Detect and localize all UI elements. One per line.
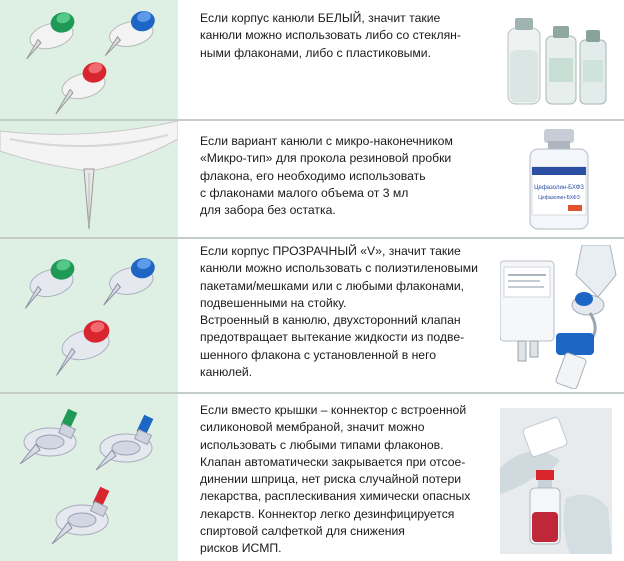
text-line: ными флаконами, либо с пластиковыми. bbox=[200, 45, 431, 60]
text-line: динении шприца, нет риска случайной потери bbox=[200, 472, 462, 487]
text-line: Если корпус ПРОЗРАЧНЫЙ «V», значит такие bbox=[200, 244, 461, 258]
infusion-bag-photo bbox=[500, 245, 620, 389]
text-line: Клапан автоматически закрывается при отсое- bbox=[200, 454, 466, 469]
text-line: с флаконами малого объема от 3 мл bbox=[200, 185, 409, 200]
section-white-body bbox=[0, 0, 624, 119]
gloved-hand-vial-photo bbox=[500, 408, 612, 554]
text-line: подвешенными на стойку. bbox=[200, 295, 347, 310]
transparent-v-cannulas-icon bbox=[0, 239, 178, 392]
text-line: использовать с любыми типами флаконов. bbox=[200, 437, 444, 452]
text-line: спиртовой салфеткой для снижения bbox=[200, 524, 405, 539]
section-text bbox=[200, 133, 496, 219]
infusion-bottles-photo bbox=[500, 14, 610, 109]
small-vial-photo bbox=[522, 129, 596, 231]
text-line: силиконовой мембраной, значит можно bbox=[200, 420, 425, 435]
text-line: флакона, его необходимо использовать bbox=[200, 168, 426, 183]
text-line: Если корпус канюли БЕЛЫЙ, значит такие bbox=[200, 11, 441, 25]
vial-label-line: Цефазолин-БХФЗ bbox=[538, 195, 580, 201]
text-line: канюли можно использовать либо со стеклян- bbox=[200, 28, 461, 43]
section-text bbox=[200, 402, 496, 558]
section-micro-tip bbox=[0, 121, 624, 237]
text-line: для забора без остатка. bbox=[200, 203, 336, 218]
text-line: Если вариант канюли с микро-наконечником bbox=[200, 134, 453, 148]
text-line: лекарства, расплескивания химически опасных bbox=[200, 489, 471, 504]
text-line: канюлей. bbox=[200, 365, 253, 380]
text-line: «Микро-тип» для прокола резиновой пробки bbox=[200, 151, 452, 166]
section-text bbox=[200, 10, 496, 62]
text-line: лекарств. Коннектор легко дезинфицируется bbox=[200, 506, 455, 521]
text-line: Если вместо крышки – коннектор с встроенной bbox=[200, 403, 467, 417]
text-line: предотвращает вытекание жидкости из подве- bbox=[200, 330, 465, 345]
vial-label-line: Цефазолин-БХФЗ bbox=[534, 185, 584, 191]
section-text bbox=[200, 243, 496, 381]
section-connector bbox=[0, 394, 624, 561]
text-line: шенного флакона с установленной в него bbox=[200, 347, 437, 362]
section-transparent-body bbox=[0, 239, 624, 392]
text-line: Встроенный в канюлю, двухсторонний клапан bbox=[200, 313, 461, 328]
text-line: пакетами/мешками или с любыми флаконами, bbox=[200, 278, 465, 293]
text-line: рисков ИСМП. bbox=[200, 541, 282, 556]
micro-tip-spike-icon bbox=[0, 121, 178, 237]
text-line: канюли можно использовать с полиэтиленовыми bbox=[200, 261, 478, 276]
white-spike-cannulas-icon bbox=[0, 0, 178, 119]
connector-cannulas-icon bbox=[0, 394, 178, 561]
